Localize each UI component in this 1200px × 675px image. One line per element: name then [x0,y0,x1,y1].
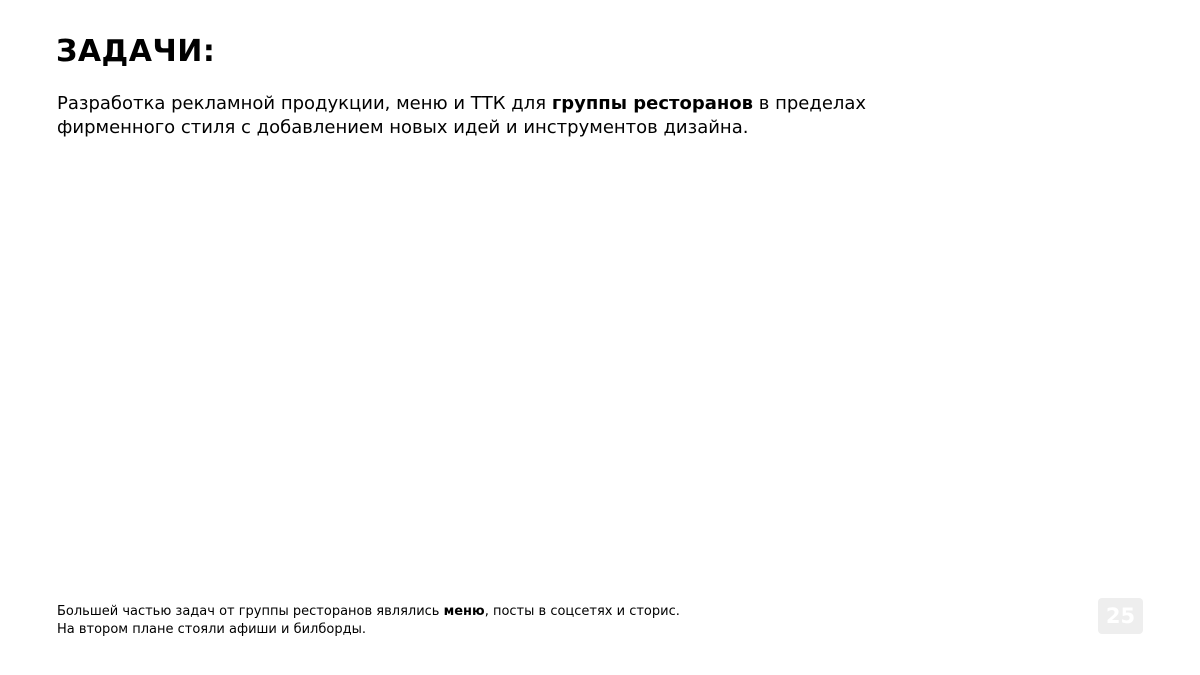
task-description-emphasis: группы ресторанов [551,93,754,114]
page-number-badge: 25 [1098,598,1143,634]
footnote-line2: На втором плане стояли афиши и билборды. [57,622,366,637]
footnote [57,603,957,639]
footnote-line1-part2: , посты в соцсетях и сторис. [484,604,680,619]
footnote-line1-part1: Большей частью задач от группы ресторанов являлись [57,604,444,619]
task-description-part1: Разработка рекламной продукции, меню и ТТК для [57,93,552,114]
footnote-line1-emphasis: меню [443,604,485,619]
task-description-part2: в пределах [753,93,867,114]
task-description-line2: фирменного стиля с добавлением новых идей и инструментов дизайна. [57,117,749,138]
slide-title: ЗАДАЧИ: [56,34,216,69]
task-description [57,92,957,140]
